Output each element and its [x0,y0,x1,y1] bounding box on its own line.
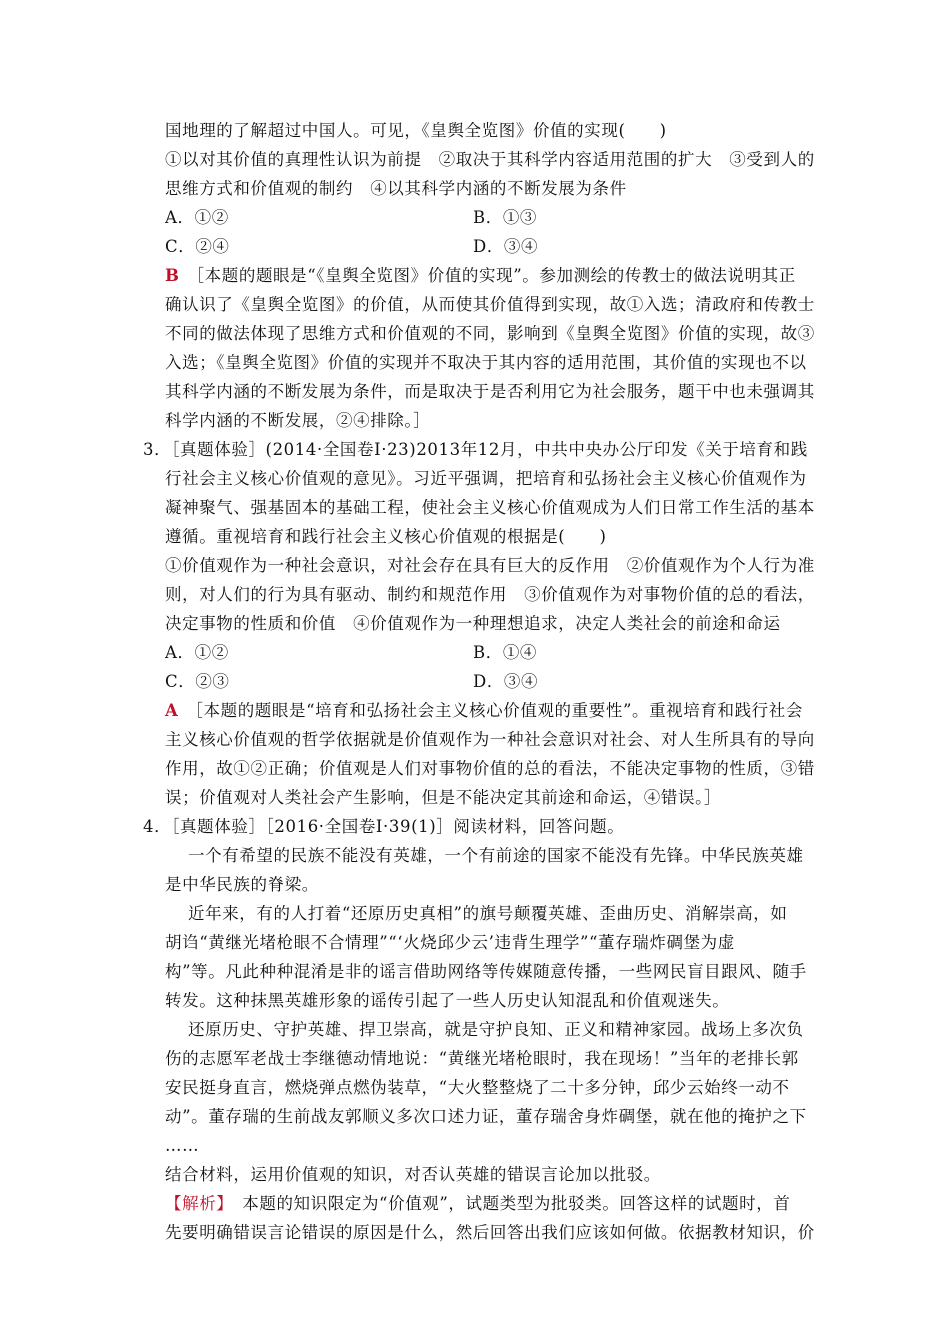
q4-material-p2-line3: 构”等。凡此种种混淆是非的谣言借助网络等传媒随意传播，一些网民盲目跟风、随手 [165,962,807,981]
q4-material-p3-line5: …… [165,1136,200,1155]
q4-material-p1-line2: 是中华民族的脊梁。 [165,875,319,894]
q3-option-d: D．③④ [473,672,539,691]
q3-stem-line4: 遵循。重视培育和践行社会主义核心价值观的根据是( ) [165,527,607,546]
q4-material-p1-line1: 一个有希望的民族不能没有英雄，一个有前途的国家不能没有先锋。中华民族英雄 [188,846,804,865]
q4-material-p2-line4: 转发。这种抹黑英雄形象的谣传引起了一些人历史认知混乱和价值观迷失。 [165,991,730,1010]
q2-explanation-line6: 科学内涵的不断发展，②④排除。］ [165,411,431,430]
q2-option-c: C．②④ [165,237,230,256]
q4-material-p3-line1: 还原历史、守护英雄、捍卫崇高，就是守护良知、正义和精神家园。战场上多次负 [188,1020,804,1039]
q3-explanation-line1: A ［本题的题眼是“培育和弘扬社会主义核心价值观的重要性”。重视培育和践行社会 [165,701,803,720]
q4-material-p3-line4: 动”。董存瑞的生前战友郭顺义多次口述力证，董存瑞舍身炸碉堡，就在他的掩护之下 [165,1107,807,1126]
q4-material-p3-line2: 伤的志愿军老战士李继德动情地说：“黄继光堵枪眼时，我在现场！”当年的老排长郭 [165,1049,799,1068]
q3-statements-line3: 决定事物的性质和价值 ④价值观作为一种理想追求，决定人类社会的前途和命运 [165,614,781,633]
q2-explanation-line5: 其科学内涵的不断发展为条件，而是取决于是否利用它为社会服务，题干中也未强调其 [165,382,815,401]
q2-option-a: A．①② [165,208,229,227]
q4-stem: 4．［真题体验］［2016·全国卷Ⅰ·39(1)］阅读材料，回答问题。 [143,817,625,836]
q3-option-c: C．②③ [165,672,230,691]
q3-explanation-line2: 主义核心价值观的哲学依据就是价值观作为一种社会意识对社会、对人生所具有的导向 [165,730,815,749]
q2-option-d: D．③④ [473,237,539,256]
q4-material-p2-line1: 近年来，有的人打着“还原历史真相”的旗号颠覆英雄、歪曲历史、消解崇高，如 [188,904,788,923]
q2-statements-line2: 思维方式和价值观的制约 ④以其科学内涵的不断发展为条件 [165,179,627,198]
q2-explanation-line2: 确认识了《皇舆全览图》的价值，从而使其价值得到实现，故①入选；清政府和传教士 [165,295,815,314]
analysis-tag: 【解析】 [165,1194,226,1213]
q3-stem-line1: 3．［真题体验］(2014·全国卷Ⅰ·23)2013年12月，中共中央办公厅印发《关于培育和践 [143,440,808,459]
q2-statements-line1: ①以对其价值的真理性认识为前提 ②取决于其科学内容适用范围的扩大 ③受到人的 [165,150,815,169]
q3-option-a: A．①② [165,643,229,662]
q2-explanation-line4: 入选；《皇舆全览图》价值的实现并不取决于其内容的适用范围，其价值的实现也不以 [165,353,807,372]
q3-answer: A [165,701,179,720]
q2-explanation-line3: 不同的做法体现了思维方式和价值观的不同，影响到《皇舆全览图》价值的实现，故③ [165,324,815,343]
q4-analysis-line1: 【解析】 本题的知识限定为“价值观”，试题类型为批驳类。回答这样的试题时，首 [165,1194,791,1213]
q3-stem-line3: 凝神聚气、强基固本的基础工程，使社会主义核心价值观成为人们日常工作生活的基本 [165,498,815,517]
q3-statements-line2: 则，对人们的行为具有驱动、制约和规范作用 ③价值观作为对事物价值的总的看法， [165,585,815,604]
q3-statements-line1: ①价值观作为一种社会意识，对社会存在具有巨大的反作用 ②价值观作为个人行为准 [165,556,815,575]
q2-answer: B [165,266,180,285]
q4-material-p2-line2: 胡诌“黄继光堵枪眼不合情理”“‘火烧邱少云’违背生理学”“董存瑞炸碉堡为虚 [165,933,735,952]
q3-stem-line2: 行社会主义核心价值观的意见》。习近平强调，把培育和弘扬社会主义核心价值观作为 [165,469,807,488]
q4-task: 结合材料，运用价值观的知识，对否认英雄的错误言论加以批驳。 [165,1165,661,1184]
q3-explanation-line3: 作用，故①②正确；价值观是人们对事物价值的总的看法，不能决定事物的性质，③错 [165,759,815,778]
q3-option-b: B．①④ [473,643,538,662]
q3-explanation-line4: 误；价值观对人类社会产生影响，但是不能决定其前途和命运，④错误。］ [165,788,722,807]
q2-stem-end: 国地理的了解超过中国人。可见，《皇舆全览图》价值的实现( ) [165,121,667,140]
q2-option-b: B．①③ [473,208,538,227]
q4-material-p3-line3: 安民挺身直言，燃烧弹点燃伪装草，“大火整整烧了二十多分钟，邱少云始终一动不 [165,1078,790,1097]
q2-explanation-line1: B ［本题的题眼是“《皇舆全览图》价值的实现”。参加测绘的传教士的做法说明其正 [165,266,796,285]
q4-analysis-line2: 先要明确错误言论错误的原因是什么，然后回答出我们应该如何做。依据教材知识，价 [165,1223,815,1242]
